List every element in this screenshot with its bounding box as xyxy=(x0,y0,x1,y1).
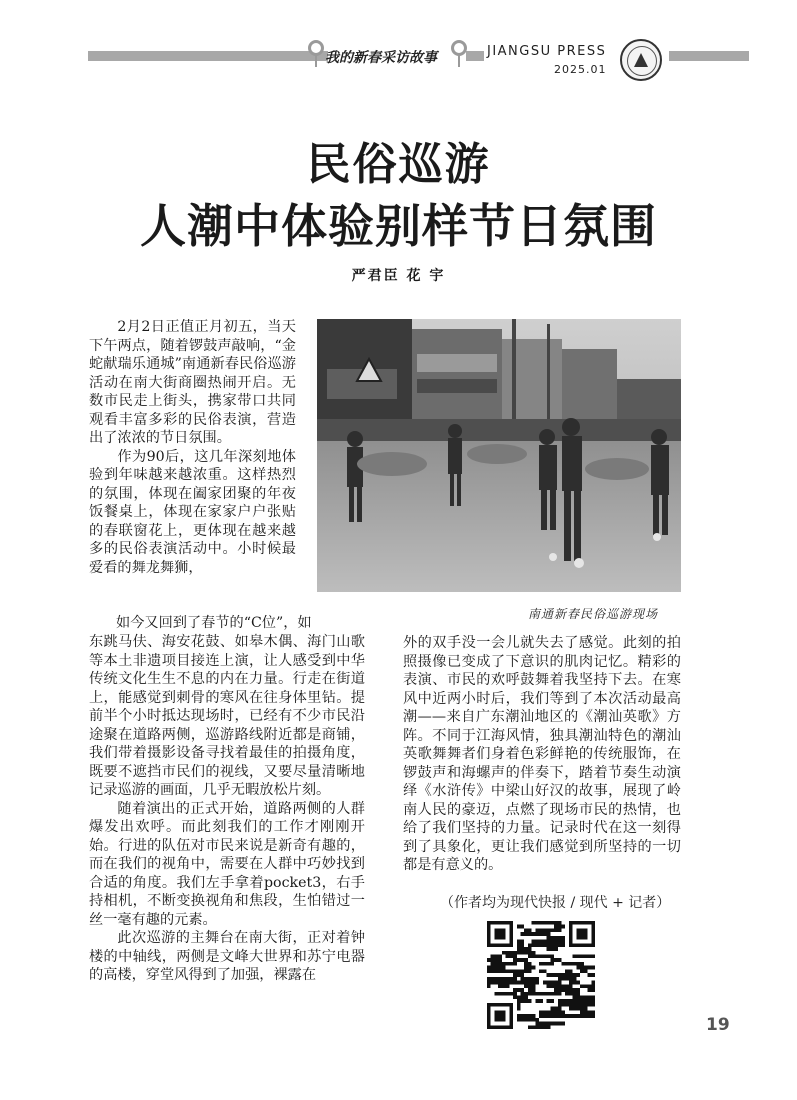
page-number: 19 xyxy=(706,1015,730,1035)
publication-name: JIANGSU PRESS xyxy=(487,44,607,59)
pin-icon xyxy=(451,40,467,56)
paragraph-wrap-line: 如今又回到了春节的“C位”，如 xyxy=(116,615,312,631)
paragraph: 随着演出的正式开始，道路两侧的人群爆发出欢呼。而此刻我们的工作才刚刚开始。行进的队伍对市民来说是新奇有趣的，而在我们的视角中，需要在人群中巧妙找到合适的角度。我们左手拿着pocket3，右手持相机，不断变换视角和焦段，生怕错过一丝一毫有趣的元素。 xyxy=(89,800,365,928)
body-column-left xyxy=(89,633,365,985)
byline: 严君臣 花 宇 xyxy=(351,268,446,284)
qr-code-icon[interactable] xyxy=(487,921,595,1029)
headline-line-1: 民俗巡游 xyxy=(306,139,491,190)
photo-caption: 南通新春民俗巡游现场 xyxy=(528,607,659,621)
column-name: 我的新春采访故事 xyxy=(325,50,437,66)
paragraph: 此次巡游的主舞台在南大街，正对着钟楼的中轴线，两侧是文峰大世界和苏宁电器的高楼，穿堂风得到了加强，裸露在 xyxy=(89,930,365,983)
header-bar-right xyxy=(669,51,749,61)
paragraph: 东跳马伕、海安花鼓、如皋木偶、海门山歌等本土非遗项目接连上演，让人感受到中华传统文化生生不息的内在力量。行走在街道上，能感觉到刺骨的寒风在往身体里钻。提前半个小时抵达现场时，已经有不少市民沿途聚在道路两侧，巡游路线附近都是商铺，我们带着摄影设备寻找着最佳的拍摄角度，既要不遮挡市民们的视线，又要尽量清晰地记录巡游的画面，几乎无暇放松片刻。 xyxy=(89,634,365,798)
headline-line-2: 人潮中体验别样节日氛围 xyxy=(140,199,657,253)
press-logo-icon xyxy=(620,39,662,81)
body-column-right xyxy=(403,634,681,875)
author-note: （作者均为现代快报 / 现代 + 记者） xyxy=(440,895,671,911)
parade-photo xyxy=(317,319,681,592)
paragraph: 外的双手没一会儿就失去了感觉。此刻的拍照摄像已变成了下意识的肌肉记忆。精彩的表演、市民的欢呼鼓舞着我坚持下去。在寒风中近两小时后，我们等到了本次活动最高潮——来自广东潮汕地区的《潮汕英歌》方阵。不同于江海风情，独具潮汕特色的潮汕英歌舞舞者们身着色彩鲜艳的传统服饰，在锣鼓声和海螺声的伴奏下，踏着节奏生动演绎《水浒传》中梁山好汉的故事，展现了岭南人民的豪迈，点燃了现场市民的热情，也给了我们坚持的力量。记录时代在这一刻得到了具象化，更让我们感觉到所坚持的一切都是有意义的。 xyxy=(403,635,681,873)
header-bar-left xyxy=(88,51,328,61)
publication-issue: 2025.01 xyxy=(554,63,607,76)
paragraph: 2月2日正值正月初五，当天下午两点，随着锣鼓声敲响，“金蛇献瑞乐通城”南通新春民俗巡游活动在南大街商圈热闹开启。无数市民走上街头，携家带口共同观看丰富多彩的民俗表演，营造出了浓浓的节日氛围。 xyxy=(89,319,296,446)
body-column-narrow xyxy=(89,318,296,577)
paragraph: 作为90后，这几年深刻地体验到年味越来越浓重。这样热烈的氛围，体现在阖家团聚的年夜饭餐桌上，体现在家家户户张贴的春联窗花上，更体现在越来越多的民俗表演活动中。小时候最爱看的舞龙舞狮， xyxy=(89,448,296,576)
pin-icon xyxy=(308,40,324,56)
header-bar-mid xyxy=(466,51,484,61)
